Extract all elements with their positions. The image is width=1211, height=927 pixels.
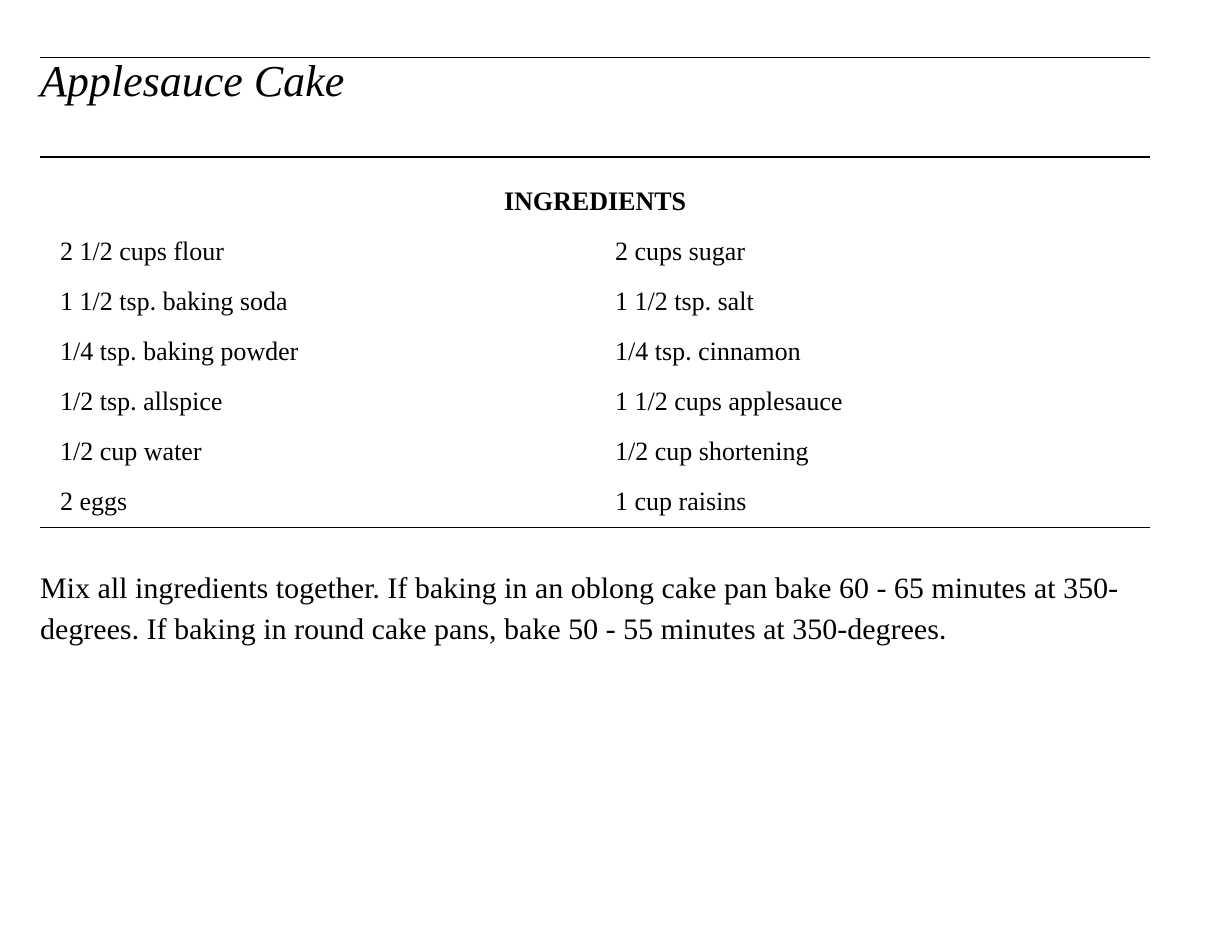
ingredients-bottom-rule (40, 527, 1150, 528)
ingredient-item: 1/2 tsp. allspice (60, 387, 223, 416)
ingredient-item: 2 1/2 cups flour (60, 237, 224, 266)
ingredient-item: 2 eggs (60, 487, 128, 516)
ingredient-item: 1/4 tsp. cinnamon (615, 337, 801, 366)
ingredient-row (60, 286, 1130, 336)
ingredients-heading: INGREDIENTS (503, 187, 687, 216)
ingredients-list (60, 236, 1130, 536)
ingredient-item: 1 1/2 cups applesauce (615, 387, 843, 416)
ingredient-item: 1/2 cup shortening (615, 437, 809, 466)
ingredient-row (60, 486, 1130, 536)
recipe-instructions: Mix all ingredients together. If baking in an oblong cake pan bake 60 - 65 minutes at 350-degrees. If baking in round cake pans, bake 50 - 55 minutes at 350-degrees. (40, 572, 1119, 646)
ingredient-item: 2 cups sugar (615, 237, 745, 266)
title-divider (40, 156, 1150, 158)
ingredient-row (60, 236, 1130, 286)
ingredient-item: 1/4 tsp. baking powder (60, 337, 299, 366)
ingredient-item: 1 1/2 tsp. salt (615, 287, 754, 316)
ingredient-row (60, 336, 1130, 386)
ingredient-row (60, 436, 1130, 486)
ingredient-item: 1/2 cup water (60, 437, 202, 466)
ingredient-item: 1 cup raisins (615, 487, 747, 516)
ingredient-item: 1 1/2 tsp. baking soda (60, 287, 288, 316)
ingredient-row (60, 386, 1130, 436)
recipe-title: Applesauce Cake (40, 57, 345, 106)
